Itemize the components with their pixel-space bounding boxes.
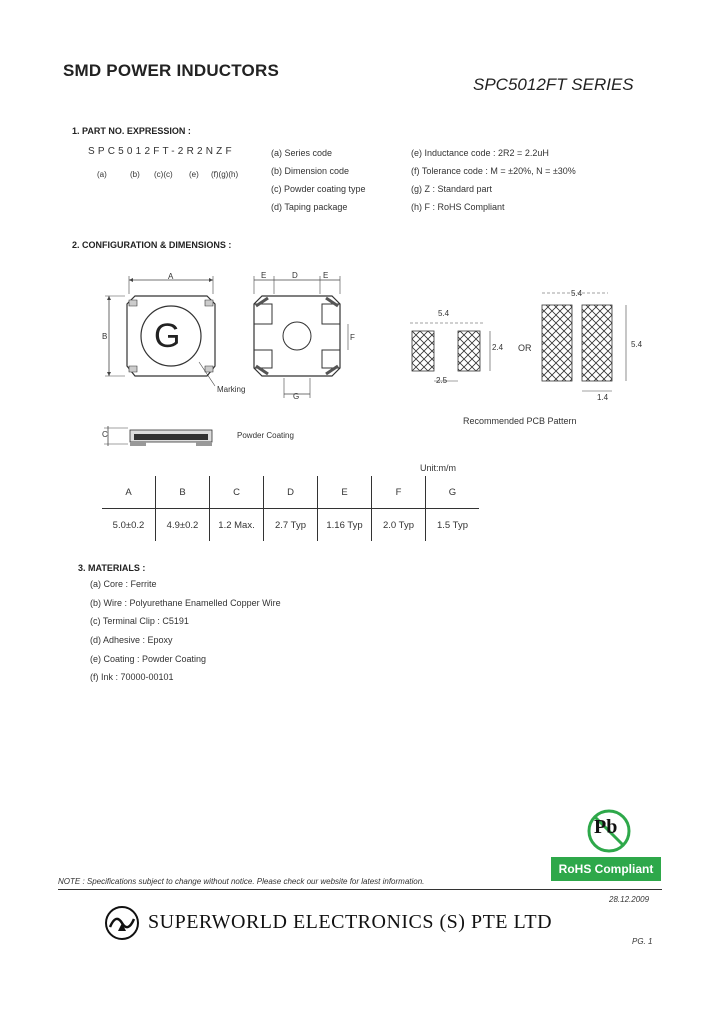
table-row xyxy=(102,476,479,509)
dim-label-a: A xyxy=(168,272,174,281)
dim-label-e-right: E xyxy=(323,271,329,280)
table-header: E xyxy=(318,476,372,509)
code-desc: (d) Taping package xyxy=(271,202,348,212)
code-desc: (e) Inductance code : 2R2 = 2.2uH xyxy=(411,148,549,158)
footer-divider xyxy=(58,889,662,890)
dimension-table xyxy=(102,476,479,541)
part-marker: (e) xyxy=(189,170,199,179)
company-logo-icon xyxy=(104,905,140,941)
table-cell: 1.2 Max. xyxy=(210,509,264,542)
marking-letter: G xyxy=(154,317,181,355)
unit-label: Unit:m/m xyxy=(420,463,456,473)
pcb-dim-gap: 2.5 xyxy=(436,376,448,385)
section2-heading: 2. CONFIGURATION & DIMENSIONS : xyxy=(72,240,232,250)
pcb-dim-h1: 2.4 xyxy=(492,343,504,352)
table-cell: 1.5 Typ xyxy=(426,509,480,542)
footer-date: 28.12.2009 xyxy=(609,895,650,904)
pcb-pattern-label: Recommended PCB Pattern xyxy=(463,416,577,426)
side-view-drawing xyxy=(100,420,230,454)
code-desc: (g) Z : Standard part xyxy=(411,184,493,194)
code-desc: (a) Series code xyxy=(271,148,333,158)
table-cell: 2.0 Typ xyxy=(372,509,426,542)
table-cell: 4.9±0.2 xyxy=(156,509,210,542)
table-header: B xyxy=(156,476,210,509)
material-item: (d) Adhesive : Epoxy xyxy=(90,635,173,645)
part-marker: (a) xyxy=(97,170,107,179)
pcb-dim-w2: 5.4 xyxy=(571,289,583,298)
material-item: (e) Coating : Powder Coating xyxy=(90,654,207,664)
table-row xyxy=(102,509,479,542)
dim-label-b: B xyxy=(102,332,108,341)
code-desc: (h) F : RoHS Compliant xyxy=(411,202,505,212)
rohs-badge: RoHS Compliant xyxy=(551,857,661,881)
code-desc: (b) Dimension code xyxy=(271,166,350,176)
dim-label-g: G xyxy=(293,392,300,401)
table-header: D xyxy=(264,476,318,509)
material-item: (b) Wire : Polyurethane Enamelled Copper Wire xyxy=(90,598,281,608)
section3-heading: 3. MATERIALS : xyxy=(78,563,146,573)
page-number: PG. 1 xyxy=(632,937,653,946)
table-header: C xyxy=(210,476,264,509)
or-label: OR xyxy=(518,343,532,353)
bottom-view-drawing xyxy=(244,266,354,406)
table-header: F xyxy=(372,476,426,509)
company-name: SUPERWORLD ELECTRONICS (S) PTE LTD xyxy=(148,911,553,933)
part-marker: (f)(g)(h) xyxy=(211,170,239,179)
footer-note: NOTE : Specifications subject to change without notice. Please check our website for latest information. xyxy=(58,877,425,886)
table-cell: 2.7 Typ xyxy=(264,509,318,542)
series-title: SPC5012FT SERIES xyxy=(473,75,634,94)
powder-coating-label: Powder Coating xyxy=(237,431,294,440)
material-item: (a) Core : Ferrite xyxy=(90,579,157,589)
pb-label: Pb xyxy=(594,816,618,838)
pcb-dim-w1: 5.4 xyxy=(438,309,450,318)
table-header: G xyxy=(426,476,480,509)
pcb-dim-pad: 1.4 xyxy=(597,393,609,402)
code-desc: (f) Tolerance code : M = ±20%, N = ±30% xyxy=(411,166,576,176)
dim-label-e: E xyxy=(261,271,267,280)
dim-label-f: F xyxy=(350,333,355,342)
section1-heading: 1. PART NO. EXPRESSION : xyxy=(72,126,191,136)
page-title: SMD POWER INDUCTORS xyxy=(63,61,279,80)
pcb-dim-h2: 5.4 xyxy=(631,340,643,349)
material-item: (f) Ink : 70000-00101 xyxy=(90,672,174,682)
table-header: A xyxy=(102,476,156,509)
code-desc: (c) Powder coating type xyxy=(271,184,366,194)
part-number-code: SPC5012FT-2R2NZF xyxy=(88,146,235,157)
table-cell: 1.16 Typ xyxy=(318,509,372,542)
table-cell: 5.0±0.2 xyxy=(112,519,145,531)
material-item: (c) Terminal Clip : C5191 xyxy=(90,616,189,626)
dim-label-c: C xyxy=(102,430,108,439)
marking-label: Marking xyxy=(217,385,246,394)
part-marker: (b) xyxy=(130,170,140,179)
part-marker: (c)(c) xyxy=(154,170,173,179)
dim-label-d: D xyxy=(292,271,298,280)
